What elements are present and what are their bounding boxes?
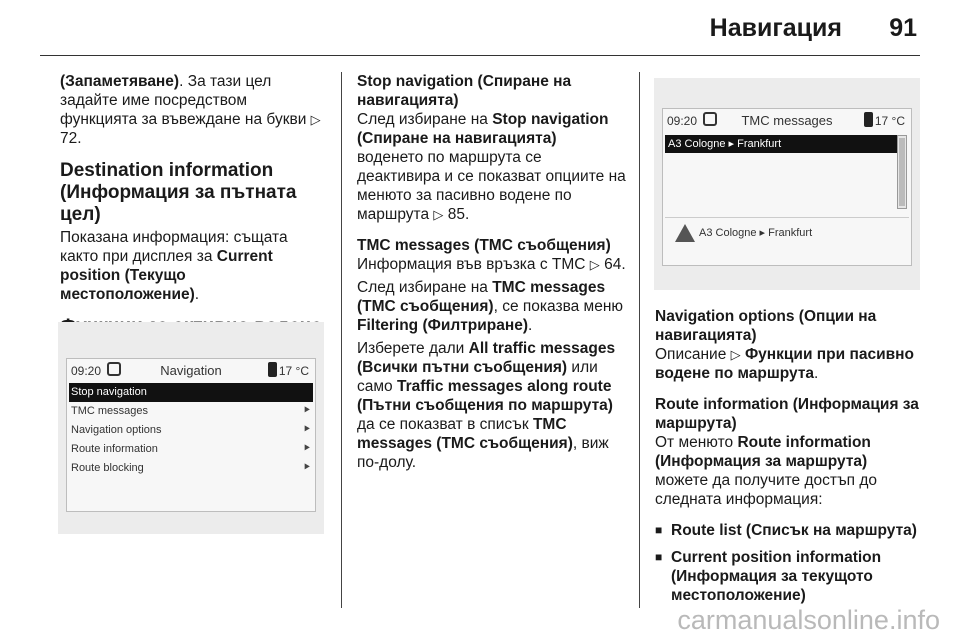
traffic-warning-icon — [675, 224, 695, 242]
reference-arrow-icon: ▷ — [433, 207, 444, 222]
screen-status-bar — [67, 359, 315, 383]
paragraph-tmc-info: Информация във връзка с TMC ▷ 64. — [357, 256, 626, 273]
heading-destination-information: Destination information (Информация за пътната цел) — [60, 160, 297, 225]
bullet-icon: ■ — [655, 523, 663, 537]
screen-title: TMC messages — [741, 113, 833, 128]
heading-tmc-messages: TMC messages (TMC съобщения) — [357, 237, 611, 254]
paragraph-tmc-select: Изберете дали All traffic messages (Всички пътни съобщения) или само Traffic messages along route (Пътни съобщения по маршрута) да се показват в списък TMC messages (TMC съобщения), виж по-долу. — [357, 340, 616, 471]
menu-item-route-information[interactable]: Route information ⯈ — [69, 440, 313, 459]
clock-time: 09:20 — [667, 114, 698, 128]
tmc-message-detail — [665, 217, 909, 261]
screen-status-bar — [663, 109, 911, 133]
scroll-thumb[interactable] — [899, 138, 905, 206]
tmc-message-item[interactable]: A3 Cologne ▸ Frankfurt — [665, 135, 897, 153]
column-1 — [60, 72, 328, 362]
paragraph-navigation-options: Описание ▷ Функции при пасивно водене по маршрута. — [655, 346, 914, 382]
page-reference[interactable]: 72. — [60, 130, 82, 147]
thermometer-icon — [864, 112, 873, 127]
tmc-messages-screenshot — [654, 78, 920, 290]
infotainment-screen — [662, 108, 912, 266]
page-header — [0, 0, 960, 56]
menu-item-tmc-messages[interactable]: TMC messages ⯈ — [69, 402, 313, 421]
temperature: 17 °C — [874, 114, 905, 128]
column-2 — [357, 72, 627, 484]
infotainment-screen — [66, 358, 316, 512]
column-divider — [341, 72, 342, 608]
chevron-right-icon: ⯈ — [302, 424, 311, 436]
chevron-right-icon: ⯈ — [302, 462, 311, 474]
tmc-message-list — [665, 135, 897, 209]
paragraph-tmc-filtering: След избиране на TMC messages (TMC съобщения), се показва меню Filtering (Филтриране). — [357, 279, 624, 334]
page-number: 91 — [889, 14, 917, 42]
bullet-icon: ■ — [655, 550, 663, 564]
column-3 — [655, 307, 920, 613]
reference-arrow-icon: ▷ — [730, 347, 741, 362]
scrollbar[interactable] — [897, 135, 907, 209]
chevron-right-icon: ⯈ — [302, 443, 311, 455]
list-item: ■ Route list (Списък на маршрута) — [655, 522, 917, 539]
page-reference[interactable]: 85. — [447, 206, 470, 223]
heading-route-information: Route information (Информация за маршрута) — [655, 396, 919, 432]
menu-item-route-blocking[interactable]: Route blocking ⯈ — [69, 459, 313, 478]
reference-arrow-icon: ▷ — [310, 112, 321, 127]
page-reference[interactable]: 64. — [604, 256, 626, 273]
page-reference[interactable]: Функции при пасивно водене по маршрута — [655, 346, 914, 382]
heading-stop-navigation: Stop navigation (Спиране на навигацията) — [357, 73, 572, 109]
temperature: 17 °C — [278, 364, 309, 378]
page-title: Навигация — [709, 14, 842, 42]
tmc-detail-text: A3 Cologne ▸ Frankfurt — [699, 227, 813, 239]
menu-item-stop-navigation[interactable]: Stop navigation — [69, 383, 313, 402]
heading-navigation-options: Navigation options (Опции на навигацията) — [655, 308, 877, 344]
paragraph-route-information: От менюто Route information (Информация за маршрута) можете да получите достъп до следната информация: — [655, 434, 878, 508]
navigation-menu — [69, 383, 313, 478]
clock-time: 09:20 — [71, 364, 102, 378]
menu-item-navigation-options[interactable]: Navigation options ⯈ — [69, 421, 313, 440]
reference-arrow-icon: ▷ — [589, 257, 600, 272]
screen-title: Navigation — [160, 363, 222, 378]
navigation-menu-screenshot — [58, 322, 324, 534]
list-item: ■ Current position information (Информация за текущото местоположение) — [655, 549, 882, 604]
paragraph-save: (Запаметяване). За тази цел задайте име посредством функцията за въвеждане на букви ▷ 72. — [60, 73, 321, 147]
header-divider — [40, 55, 920, 56]
thermometer-icon — [268, 362, 277, 377]
column-divider — [639, 72, 640, 608]
paragraph-destination-information: Показана информация: същата както при дисплея за Current position (Текущо местоположение). — [60, 229, 288, 303]
paragraph-stop-navigation: След избиране на Stop navigation (Спиране на навигацията) воденето по маршрута се деактивира и се показват опциите на менюто за пасивно водене по маршрута ▷ 85. — [357, 111, 626, 223]
watermark: carmanualsonline.info — [677, 605, 940, 635]
chevron-right-icon: ⯈ — [302, 405, 311, 417]
